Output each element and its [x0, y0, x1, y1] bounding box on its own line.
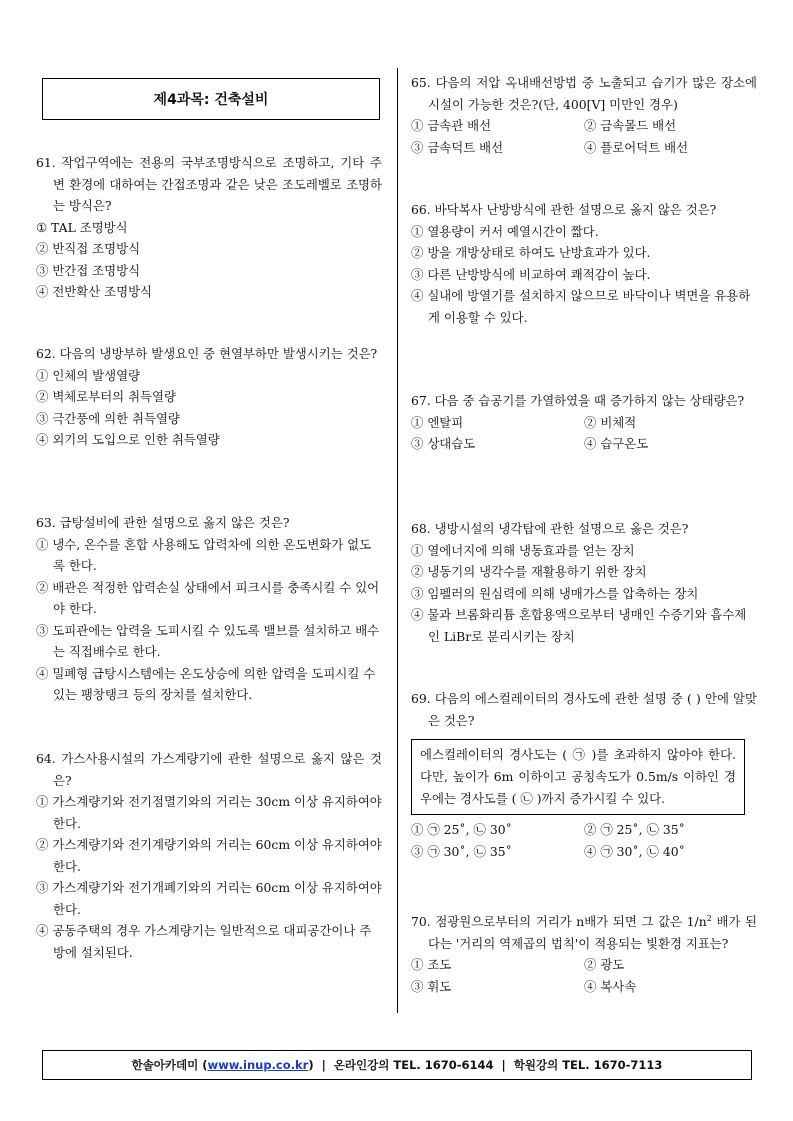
option-4[interactable]: ④ 습구온도	[584, 436, 649, 451]
option-4[interactable]: ④ 공동주택의 경우 가스계량기는 일반적으로 대피공간이나 주방에 설치된다.	[36, 923, 372, 960]
option-1[interactable]: ① 냉수, 온수를 혼합 사용해도 압력차에 의한 온도변화가 없도록 한다.	[36, 536, 372, 573]
option-4[interactable]: ④ 밀폐형 급탕시스템에는 온도상승에 의한 압력을 도피시킬 수 있는 팽창탱크 등의 장치를 설치한다.	[36, 665, 376, 702]
question-stem	[411, 908, 757, 954]
option-4[interactable]: ④ 외기의 도입으로 인한 취득열량	[36, 432, 220, 447]
footer-contact: ) | 온라인강의 TEL. 1670-6144 | 학원강의 TEL. 1670-7113	[308, 1058, 663, 1072]
option-3[interactable]: ③ 임펠러의 원심력에 의해 냉매가스를 압축하는 장치	[411, 585, 699, 601]
question-69	[411, 688, 757, 862]
option-1[interactable]: ① 조도	[411, 957, 452, 973]
option-1[interactable]: ① 가스계량기와 전기점멸기와의 거리는 30cm 이상 유지하여야 한다.	[36, 794, 382, 831]
stem-text-1: 70. 점광원으로부터의 거리가 n배가 되면 그 값은 1/n	[411, 914, 707, 930]
option-3[interactable]: ③ 도피관에는 압력을 도피시킬 수 있도록 밸브를 설치하고 배수는 직접배수로 한다.	[36, 622, 380, 659]
question-stem: 66. 바닥복사 난방방식에 관한 설명으로 옳지 않은 것은?	[411, 202, 717, 217]
question-stem: 61. 작업구역에는 전용의 국부조명방식으로 조명하고, 기타 주변 환경에 대하여는 간접조명과 같은 낮은 조도레벨로 조명하는 방식은?	[36, 155, 382, 213]
option-4[interactable]: ④ 플로어덕트 배선	[584, 139, 689, 155]
question-70	[411, 908, 757, 997]
option-1[interactable]: ① 열에너지에 의해 냉동효과를 얻는 장치	[411, 542, 635, 558]
option-2[interactable]: ② 벽체로부터의 취득열량	[36, 389, 176, 404]
options-grid	[411, 412, 757, 455]
question-stem: 65. 다음의 저압 옥내배선방법 중 노출되고 습기가 많은 장소에 시설이 가능한 것은?(단, 400[V] 미만인 경우)	[411, 75, 757, 112]
footer-academy: 한솔아카데미 (	[131, 1058, 208, 1072]
option-2[interactable]: ② 금속몰드 배선	[584, 118, 677, 133]
option-2[interactable]: ② 가스계량기와 전기계량기와의 거리는 60cm 이상 유지하여야 한다.	[36, 837, 382, 874]
question-stem: 68. 냉방시설의 냉각탑에 관한 설명으로 옳은 것은?	[411, 521, 689, 536]
options-grid	[411, 115, 757, 158]
question-62	[36, 343, 382, 451]
subject-title: 제4과목: 건축설비	[42, 78, 380, 120]
option-2[interactable]: ② 배관은 적정한 압력손실 상태에서 피크시를 충족시킬 수 있어야 한다.	[36, 579, 380, 616]
option-1[interactable]: ① 열용량이 커서 예열시간이 짧다.	[411, 223, 599, 239]
option-3[interactable]: ③ 다른 난방방식에 비교하여 쾌적감이 높다.	[411, 266, 651, 282]
option-2[interactable]: ② 광도	[584, 957, 625, 973]
question-65	[411, 72, 757, 158]
question-stem: 67. 다음 중 습공기를 가열하였을 때 증가하지 않는 상태량은?	[411, 393, 745, 408]
option-1[interactable]: ① 금속관 배선	[411, 118, 492, 133]
stem-text-2: 배가 된다는 '거리의 역제곱의 법칙'이 적용되는 빛환경 지표는?	[428, 914, 757, 951]
question-64	[36, 748, 382, 963]
option-2[interactable]: ② ㉠ 25˚, ㉡ 35˚	[584, 822, 685, 837]
page-footer	[42, 1050, 752, 1080]
option-1[interactable]: ① 인체의 발생열량	[36, 367, 141, 383]
question-66	[411, 199, 757, 328]
option-3[interactable]: ③ 금속덕트 배선	[411, 139, 504, 155]
option-4[interactable]: ④ 실내에 방열기를 설치하지 않으므로 바닥이나 벽면을 유용하게 이용할 수 있다.	[411, 288, 751, 325]
option-3[interactable]: ③ ㉠ 30˚, ㉡ 35˚	[411, 843, 512, 859]
option-4[interactable]: ④ 물과 브롬화리튬 혼합용액으로부터 냉매인 수증기와 흡수제인 LiBr로 분리시키는 장치	[411, 607, 747, 644]
options-grid	[411, 819, 757, 862]
question-stem: 62. 다음의 냉방부하 발생요인 중 현열부하만 발생시키는 것은?	[36, 346, 378, 361]
option-3[interactable]: ③ 극간풍에 의한 취득열량	[36, 410, 180, 426]
option-4[interactable]: ④ 전반확산 조명방식	[36, 284, 153, 299]
option-2[interactable]: ② 비체적	[584, 414, 637, 430]
footer-website-link[interactable]: www.inup.co.kr	[207, 1058, 309, 1072]
column-divider	[397, 68, 398, 1013]
question-condition-box: 에스컬레이터의 경사도는 ( ㉠ )를 초과하지 않아야 한다. 다만, 높이가 6m 이하이고 공칭속도가 0.5m/s 이하인 경우에는 경사도를 ( ㉡ )까지 증가시킬 수 있다.	[411, 739, 745, 815]
option-3[interactable]: ③ 상대습도	[411, 436, 476, 451]
question-stem: 64. 가스사용시설의 가스계량기에 관한 설명으로 옳지 않은 것은?	[36, 751, 382, 788]
option-1[interactable]: ① ㉠ 25˚, ㉡ 30˚	[411, 822, 512, 837]
option-2[interactable]: ② 방을 개방상태로 하여도 난방효과가 있다.	[411, 245, 651, 260]
option-3[interactable]: ③ 가스계량기와 전기개폐기와의 거리는 60cm 이상 유지하여야 한다.	[36, 880, 382, 917]
options-grid	[411, 954, 757, 997]
question-stem: 63. 급탕설비에 관한 설명으로 옳지 않은 것은?	[36, 515, 290, 530]
question-stem: 69. 다음의 에스컬레이터의 경사도에 관한 설명 중 ( ) 안에 알맞은 것은?	[411, 691, 757, 728]
stem-superscript: 2	[706, 914, 712, 923]
option-2[interactable]: ② 반직접 조명방식	[36, 241, 141, 256]
question-67	[411, 390, 757, 455]
option-3[interactable]: ③ 휘도	[411, 978, 452, 994]
question-68	[411, 518, 757, 647]
option-4[interactable]: ④ 복사속	[584, 978, 637, 994]
option-4[interactable]: ④ ㉠ 30˚, ㉡ 40˚	[584, 843, 685, 859]
question-63	[36, 512, 382, 706]
option-1[interactable]: ① 엔탈피	[411, 414, 464, 430]
option-2[interactable]: ② 냉동기의 냉각수를 재활용하기 위한 장치	[411, 564, 647, 579]
question-61	[36, 152, 382, 303]
option-1[interactable]: ① TAL 조명방식	[36, 219, 128, 235]
option-3[interactable]: ③ 반간접 조명방식	[36, 262, 141, 278]
